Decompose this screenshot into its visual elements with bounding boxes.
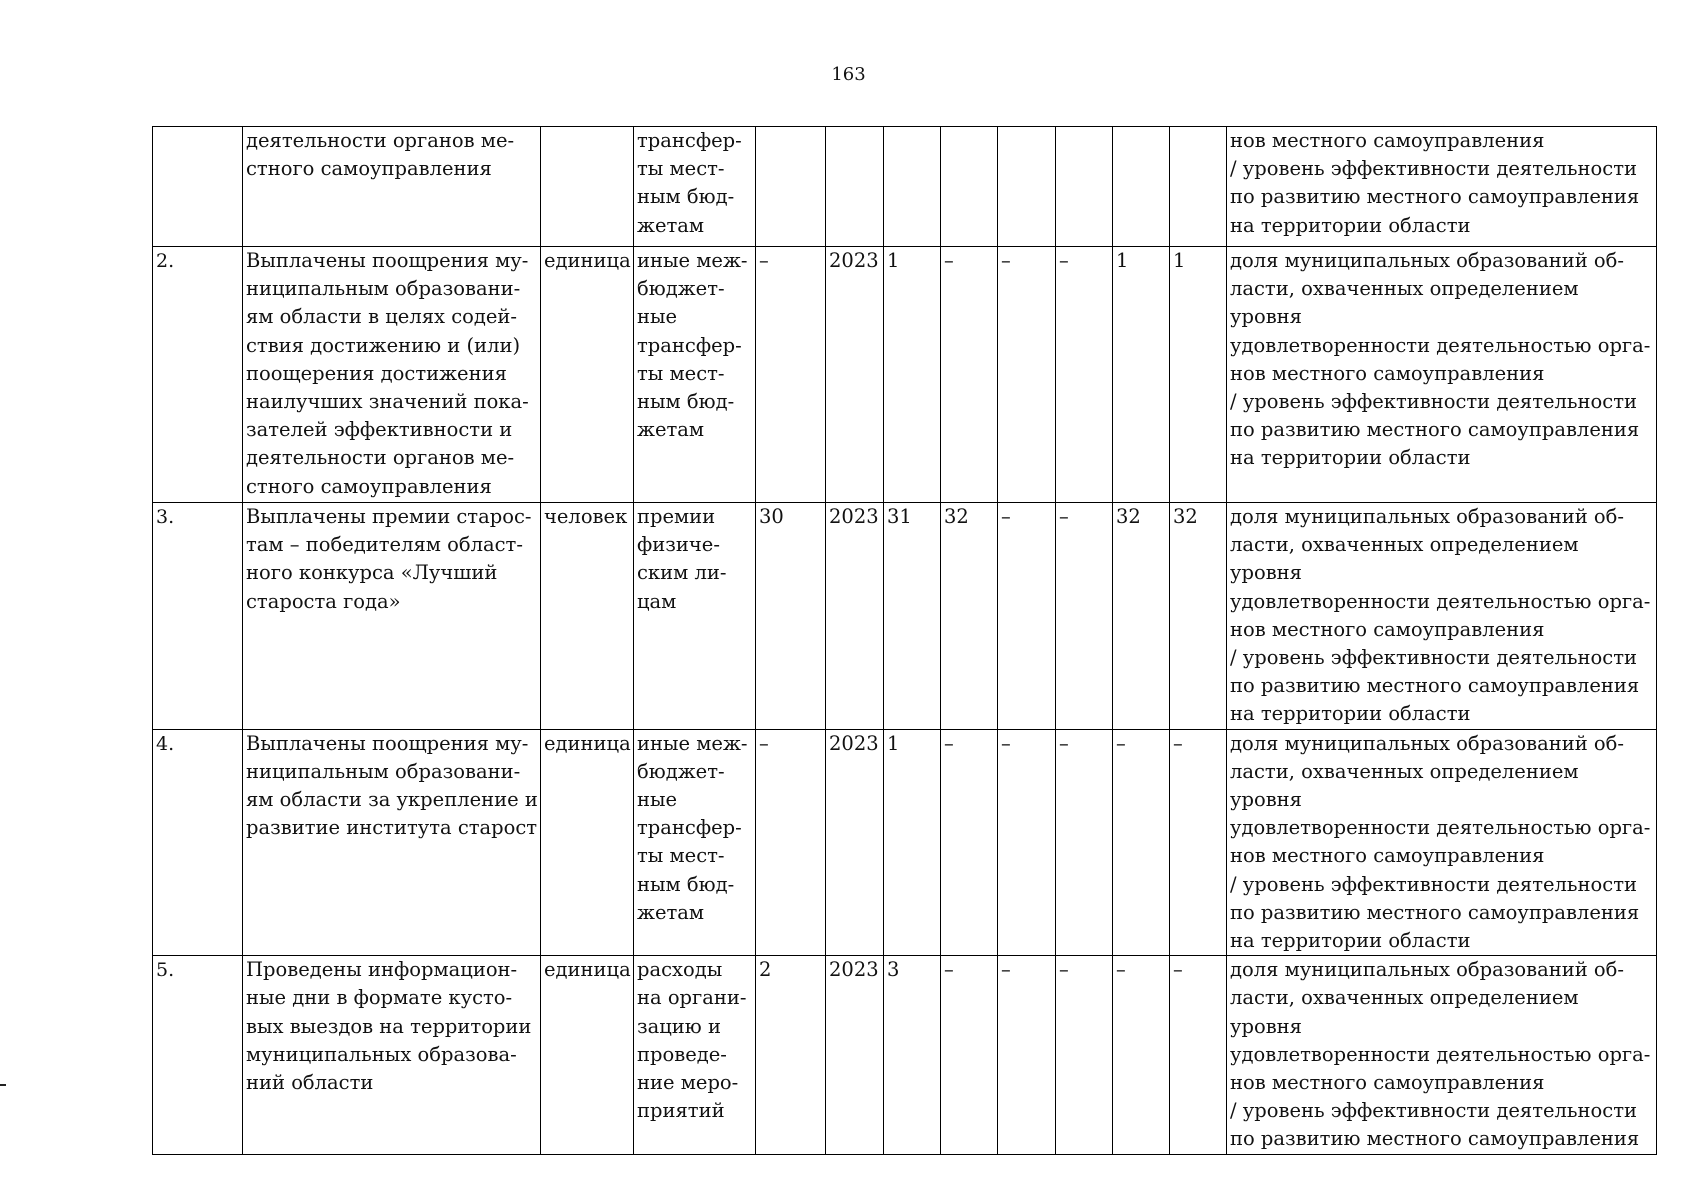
table-row xyxy=(153,956,1657,1154)
table-body xyxy=(153,127,1657,1155)
base-year: 2023 xyxy=(826,729,884,956)
base-year: 2023 xyxy=(826,503,884,730)
table-row xyxy=(153,503,1657,730)
results-table xyxy=(152,126,1657,1155)
table-row xyxy=(153,729,1657,956)
base-year xyxy=(826,127,884,247)
result-type: расходы на органи- зацию и проведе- ние меро- приятий xyxy=(634,956,756,1154)
value-year-3: – xyxy=(998,729,1056,956)
value-year-2: – xyxy=(941,956,998,1154)
value-year-6: 32 xyxy=(1170,503,1227,730)
value-year-5: – xyxy=(1113,729,1170,956)
table-row xyxy=(153,247,1657,503)
result-type: премии физиче- ским ли- цам xyxy=(634,503,756,730)
unit: единица xyxy=(541,247,634,503)
result-type: иные меж- бюджет- ные трансфер- ты мест- ным бюд- жетам xyxy=(634,729,756,956)
value-year-5: – xyxy=(1113,956,1170,1154)
value-year-3: – xyxy=(998,503,1056,730)
value-year-4: – xyxy=(1056,247,1113,503)
result-name: деятельности органов ме- стного самоуправления xyxy=(243,127,541,247)
result-name: Проведены информацион- ные дни в формате кусто- вых выездов на территории муниципальных образова- ний области xyxy=(243,956,541,1154)
unit xyxy=(541,127,634,247)
linked-indicator: доля муниципальных образований об- ласти, охваченных определением уровня удовлетворенности деятельностью орга- нов местного самоуправления / уровень эффективности деятельности по развитию местного самоуправления xyxy=(1227,956,1657,1154)
linked-indicator: доля муниципальных образований об- ласти, охваченных определением уровня удовлетворенности деятельностью орга- нов местного самоуправления / уровень эффективности деятельности по развитию местного самоуправления на территории области xyxy=(1227,729,1657,956)
value-year-1: 1 xyxy=(884,729,941,956)
margin-mark xyxy=(0,1084,6,1086)
value-year-4: – xyxy=(1056,956,1113,1154)
value-year-5: 32 xyxy=(1113,503,1170,730)
value-year-3 xyxy=(998,127,1056,247)
value-year-1: 3 xyxy=(884,956,941,1154)
row-number: 5. xyxy=(153,956,243,1154)
value-year-5: 1 xyxy=(1113,247,1170,503)
base-value xyxy=(756,127,826,247)
result-name: Выплачены поощрения му- ниципальным образовани- ям области в целях содей- ствия достижению и (или) поощерения достижения наилучших значений пока- зателей эффективности и деятельности органов ме- стного самоуправления xyxy=(243,247,541,503)
linked-indicator: доля муниципальных образований об- ласти, охваченных определением уровня удовлетворенности деятельностью орга- нов местного самоуправления / уровень эффективности деятельности по развитию местного самоуправления на территории области xyxy=(1227,503,1657,730)
base-value: 30 xyxy=(756,503,826,730)
value-year-1 xyxy=(884,127,941,247)
value-year-6: – xyxy=(1170,956,1227,1154)
value-year-6: – xyxy=(1170,729,1227,956)
value-year-3: – xyxy=(998,247,1056,503)
unit: человек xyxy=(541,503,634,730)
base-value: 2 xyxy=(756,956,826,1154)
value-year-1: 1 xyxy=(884,247,941,503)
base-year: 2023 xyxy=(826,247,884,503)
value-year-6 xyxy=(1170,127,1227,247)
linked-indicator: доля муниципальных образований об- ласти, охваченных определением уровня удовлетворенности деятельностью орга- нов местного самоуправления / уровень эффективности деятельности по развитию местного самоуправления на территории области xyxy=(1227,247,1657,503)
result-name: Выплачены поощрения му- ниципальным образовани- ям области за укрепление и развитие института старост xyxy=(243,729,541,956)
unit: единица xyxy=(541,956,634,1154)
value-year-6: 1 xyxy=(1170,247,1227,503)
row-number: 3. xyxy=(153,503,243,730)
value-year-4 xyxy=(1056,127,1113,247)
base-value: – xyxy=(756,247,826,503)
row-number: 4. xyxy=(153,729,243,956)
value-year-1: 31 xyxy=(884,503,941,730)
base-year: 2023 xyxy=(826,956,884,1154)
table-row xyxy=(153,127,1657,247)
linked-indicator: нов местного самоуправления / уровень эффективности деятельности по развитию местного самоуправления на территории области xyxy=(1227,127,1657,247)
value-year-2: 32 xyxy=(941,503,998,730)
value-year-5 xyxy=(1113,127,1170,247)
result-name: Выплачены премии старос- там – победителям област- ного конкурса «Лучший староста года» xyxy=(243,503,541,730)
unit: единица xyxy=(541,729,634,956)
base-value: – xyxy=(756,729,826,956)
value-year-4: – xyxy=(1056,503,1113,730)
result-type: иные меж- бюджет- ные трансфер- ты мест- ным бюд- жетам xyxy=(634,247,756,503)
row-number xyxy=(153,127,243,247)
result-type: трансфер- ты мест- ным бюд- жетам xyxy=(634,127,756,247)
value-year-4: – xyxy=(1056,729,1113,956)
value-year-2: – xyxy=(941,247,998,503)
page-number: 163 xyxy=(831,64,866,85)
value-year-3: – xyxy=(998,956,1056,1154)
value-year-2: – xyxy=(941,729,998,956)
value-year-2 xyxy=(941,127,998,247)
row-number: 2. xyxy=(153,247,243,503)
